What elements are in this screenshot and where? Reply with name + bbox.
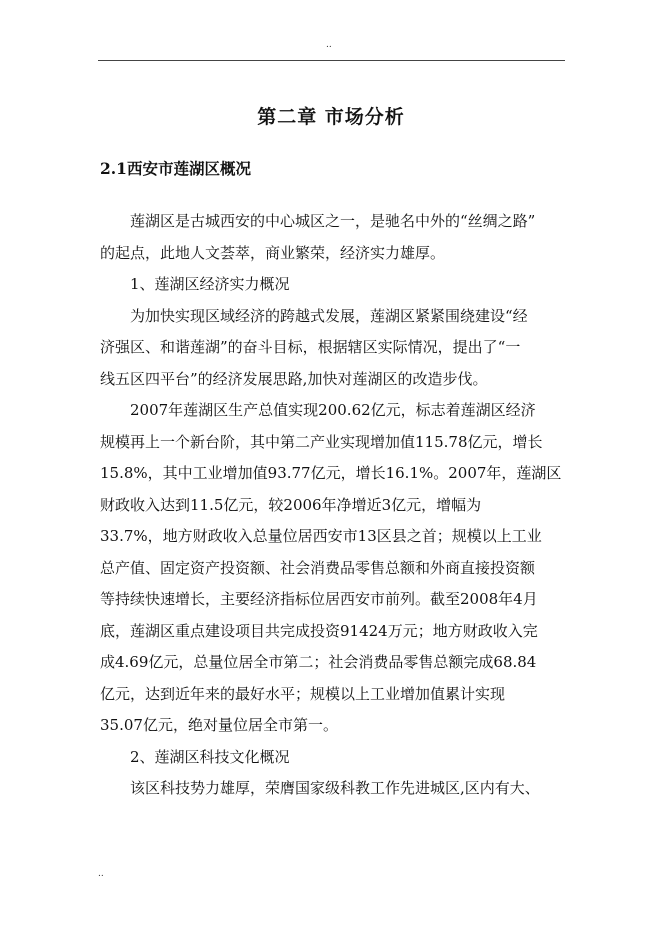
text-line: 莲湖区是古城西安的中心城区之一，是驰名中外的“丝绸之路” — [130, 212, 536, 230]
footer-mark: .. — [98, 869, 104, 879]
text-line: 等持续快速增长，主要经济指标位居西安市前列。截至2008年4月 — [100, 590, 538, 608]
text-line: 的起点，此地人文荟萃，商业繁荣，经济实力雄厚。 — [100, 243, 446, 262]
text-line: 为加快实现区域经济的跨越式发展，莲湖区紧紧围绕建设“经 — [130, 306, 528, 325]
text-line: 规模再上一个新台阶，其中第二产业实现增加值115.78亿元，增长 — [100, 432, 543, 451]
text-line: 总产值、固定资产投资额、社会消费品零售总额和外商直接投资额 — [100, 558, 536, 577]
section-heading: 2.1西安市莲湖区概况 — [100, 159, 251, 178]
text-line: 35.07亿元，绝对量位居全市第一。 — [100, 716, 338, 734]
header-mark: .. — [326, 40, 332, 50]
subsection-heading: 2、莲湖区科技文化概况 — [130, 747, 290, 766]
text-line: 底，莲湖区重点建设项目共完成投资91424万元；地方财政收入完 — [100, 621, 538, 640]
subsection-heading: 1、莲湖区经济实力概况 — [130, 275, 290, 293]
chapter-title: 第二章 市场分析 — [257, 106, 405, 128]
text-line: 15.8%，其中工业增加值93.77亿元，增长16.1%。2007年，莲湖区 — [100, 464, 562, 482]
text-line: 财政收入达到11.5亿元，较2006年净增近3亿元，增幅为 — [100, 495, 482, 514]
text-line: 线五区四平台”的经济发展思路,加快对莲湖区的改造步伐。 — [100, 369, 488, 388]
header-rule — [98, 60, 565, 61]
text-line: 2007年莲湖区生产总值实现200.62亿元，标志着莲湖区经济 — [130, 401, 536, 419]
text-line: 成4.69亿元，总量位居全市第二；社会消费品零售总额完成68.84 — [100, 653, 537, 671]
text-line: 该区科技势力雄厚，荣膺国家级科教工作先进城区,区内有大、 — [130, 779, 540, 797]
text-line: 亿元，达到近年来的最好水平；规模以上工业增加值累计实现 — [100, 684, 506, 703]
body-text — [100, 206, 563, 805]
text-line: 33.7%，地方财政收入总量位居西安市13区县之首；规模以上工业 — [100, 527, 542, 545]
text-line: 济强区、和谐莲湖”的奋斗目标，根据辖区实际情况，提出了“一 — [100, 338, 521, 356]
